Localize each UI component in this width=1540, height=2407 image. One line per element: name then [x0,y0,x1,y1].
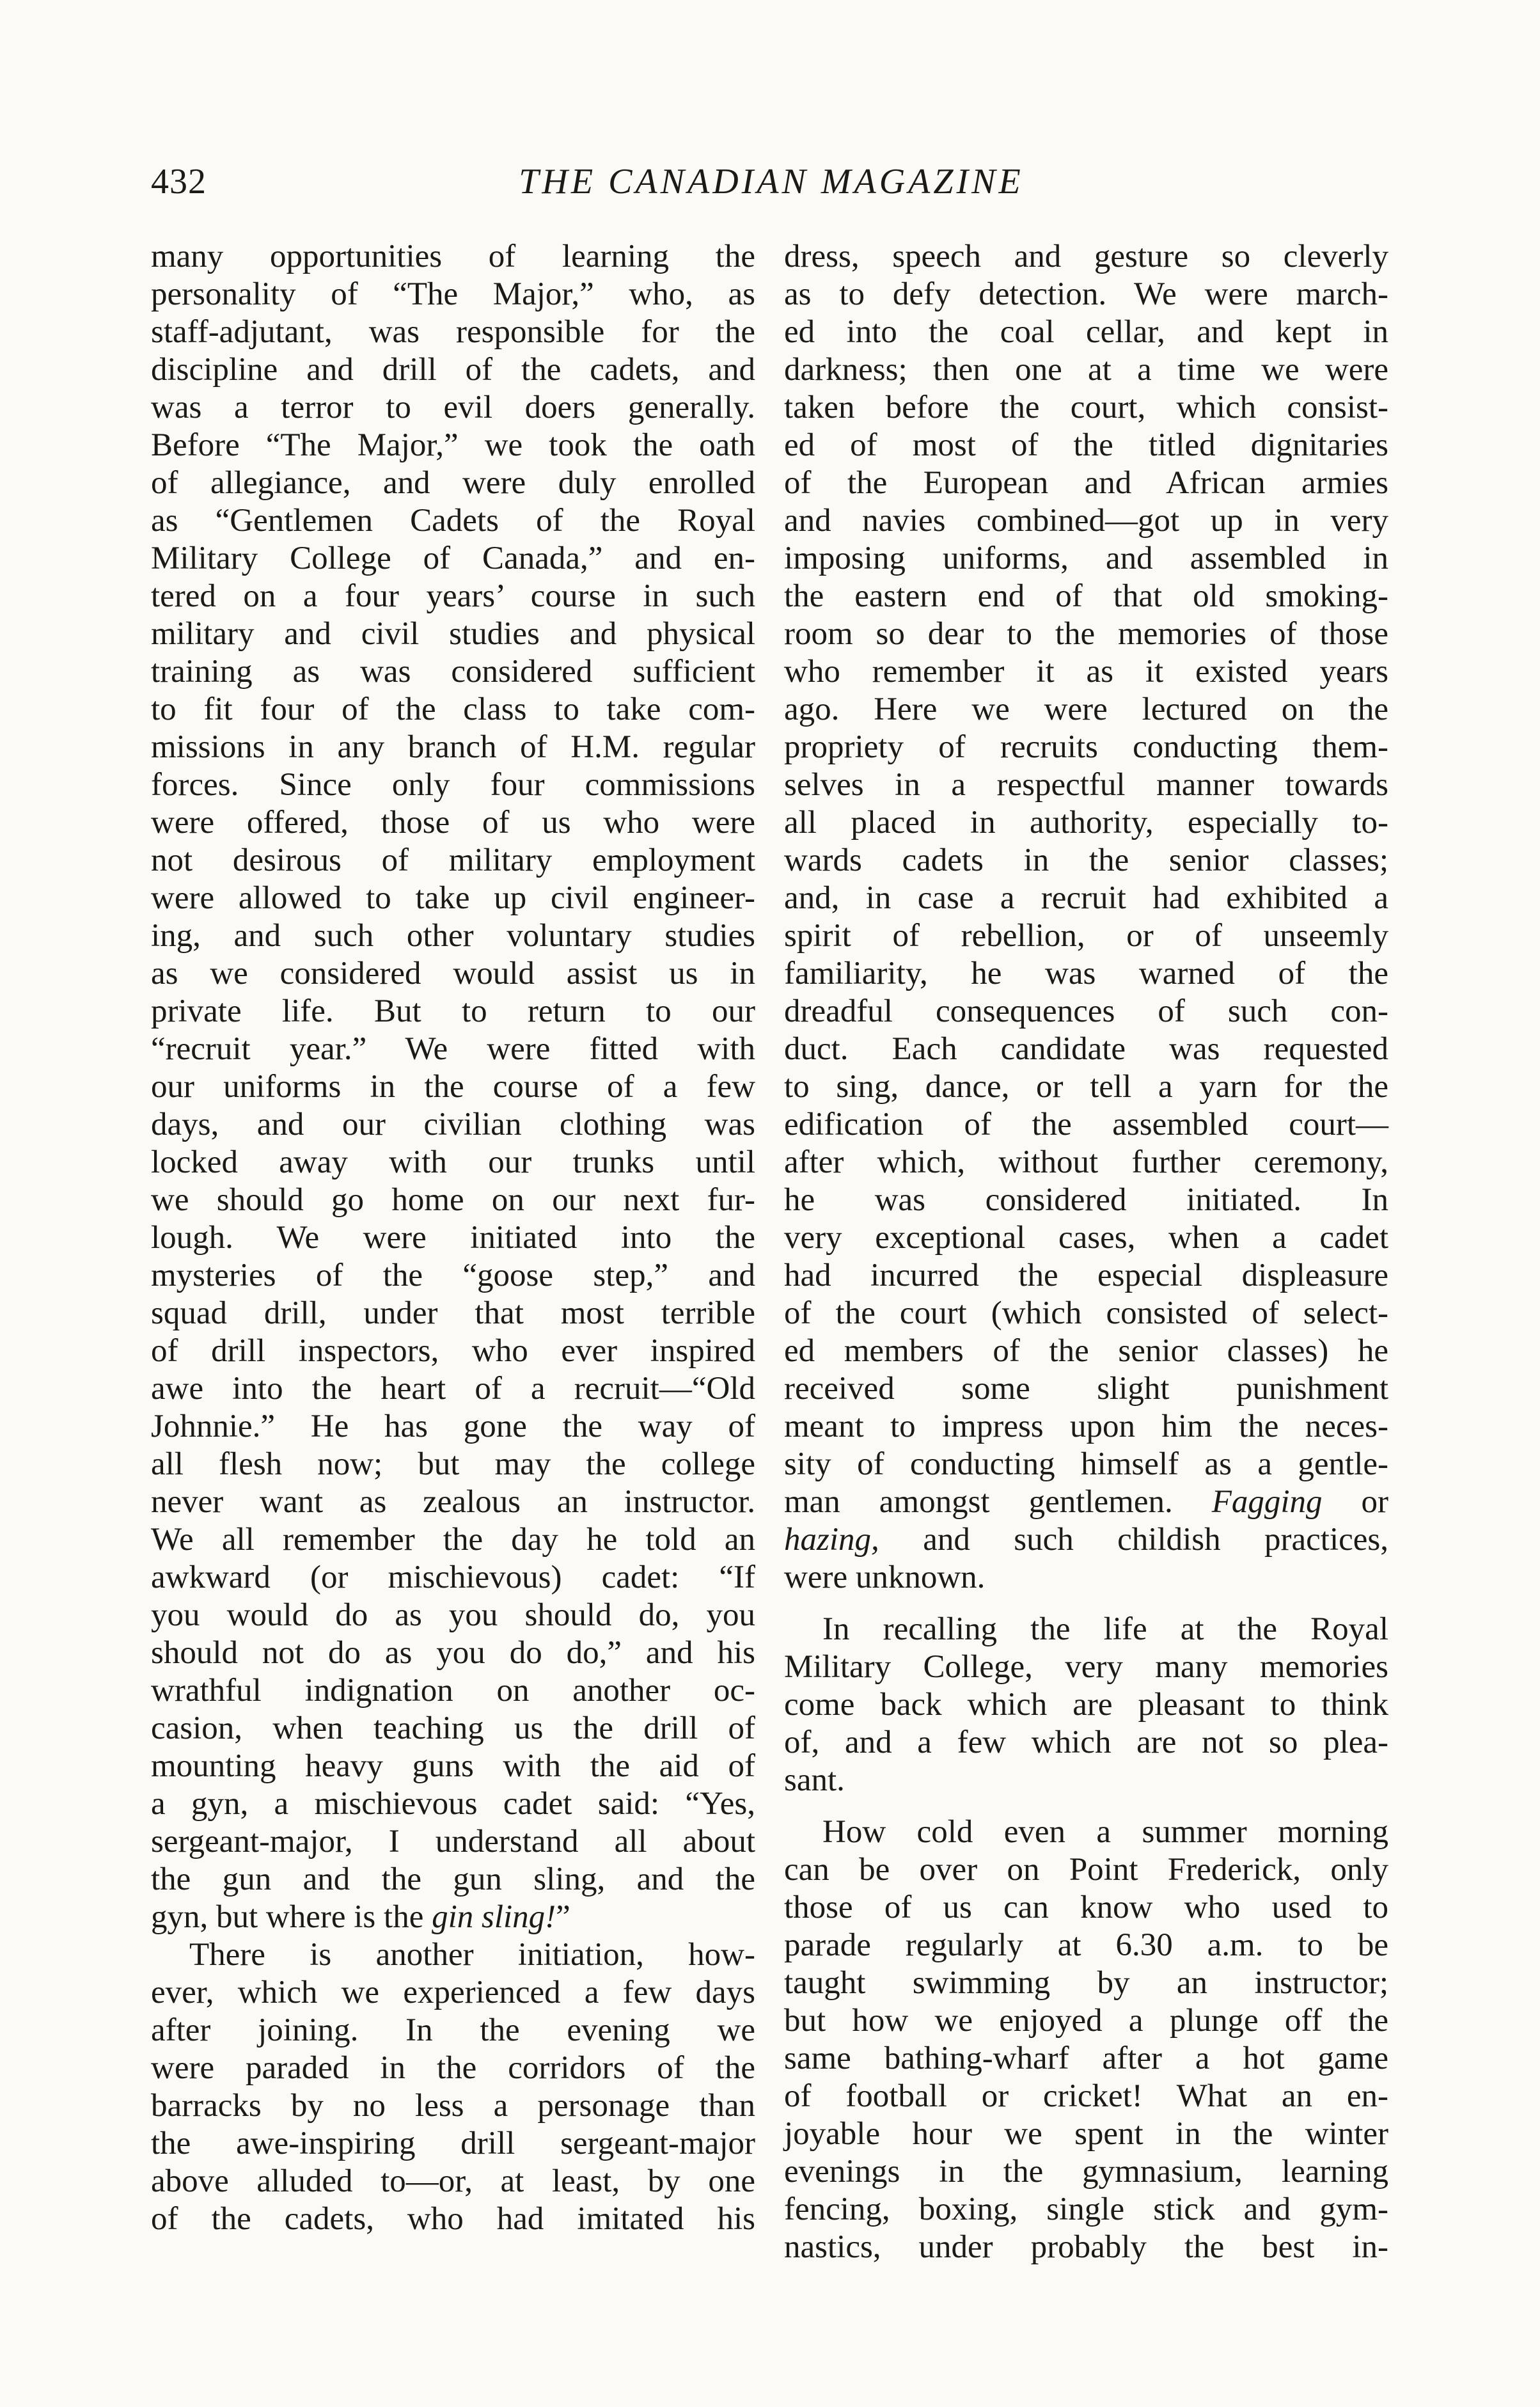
text-line: of football or cricket! What an en- [784,2078,1388,2114]
text-line: of drill inspectors, who ever inspired [151,1333,755,1369]
text-line: room so dear to the memories of those [784,616,1388,652]
text-line: of the court (which consisted of select- [784,1295,1388,1331]
text-line: the awe-inspiring drill sergeant-major [151,2126,755,2161]
text-line [784,1483,1388,1521]
text-line: mounting heavy guns with the aid of [151,1748,755,1784]
text-line: ed into the coal cellar, and kept in [784,314,1388,350]
text-line: training as was considered sufficient [151,654,755,690]
text-line: as “Gentlemen Cadets of the Royal [151,503,755,539]
text-line: spirit of rebellion, or of unseemly [784,918,1388,954]
text-line: ing, and such other voluntary studies [151,918,755,954]
text-line: mysteries of the “goose step,” and [151,1258,755,1293]
paragraph-start: There is another initiation, how- [189,1937,755,1973]
text-line: come back which are pleasant to think [784,1687,1388,1723]
text-line: staff-adjutant, was responsible for the [151,314,755,350]
text-line: casion, when teaching us the drill of [151,1710,755,1746]
running-title: THE CANADIAN MAGAZINE [519,162,1024,201]
text-line: imposing uniforms, and assembled in [784,541,1388,576]
text-line: to sing, dance, or tell a yarn for the [784,1069,1388,1105]
text-line: missions in any branch of H.M. regular [151,729,755,765]
text-line: same bathing-wharf after a hot game [784,2040,1388,2076]
text-line: darkness; then one at a time we were [784,352,1388,388]
text-line: propriety of recruits conducting them- [784,729,1388,765]
italic-word: hazing, [784,1522,879,1558]
text-line: fencing, boxing, single stick and gym- [784,2191,1388,2227]
text-line: ago. Here we were lectured on the [784,691,1388,727]
text-line: after which, without further ceremony, [784,1144,1388,1180]
page-header [151,156,1392,214]
text-line: personality of “The Major,” who, as [151,276,755,312]
text-line: ed of most of the titled dignitaries [784,427,1388,463]
text-line: Military College of Canada,” and en- [151,541,755,576]
text-line: should not do as you do do,” and his [151,1635,755,1671]
text-line: military and civil studies and physical [151,616,755,652]
text-line: Before “The Major,” we took the oath [151,427,755,463]
text-line: you would do as you should do, you [151,1597,755,1633]
text-line: of the European and African armies [784,465,1388,501]
text-line: awe into the heart of a recruit—“Old [151,1371,755,1407]
text-line: Military College, very many memories [784,1649,1388,1685]
text-line [784,1521,1388,1559]
text-line: dreadful consequences of such con- [784,993,1388,1029]
text-line: to fit four of the class to take com- [151,691,755,727]
text-line: we should go home on our next fur- [151,1182,755,1218]
text-line: awkward (or mischievous) cadet: “If [151,1559,755,1595]
right-column [784,238,1388,2266]
text-line: can be over on Point Frederick, only [784,1852,1388,1888]
text-line: Johnnie.” He has gone the way of [151,1409,755,1444]
text-line: all flesh now; but may the college [151,1446,755,1482]
text-line: duct. Each candidate was requested [784,1031,1388,1067]
text-line: he was considered initiated. In [784,1182,1388,1218]
text-line: ed members of the senior classes) he [784,1333,1388,1369]
text-line: those of us can know who used to [784,1890,1388,1925]
left-column [151,238,755,2238]
text-line: joyable hour we spent in the winter [784,2116,1388,2152]
text-line: above alluded to—or, at least, by one [151,2163,755,2199]
text-line: very exceptional cases, when a cadet [784,1220,1388,1256]
text-line: the eastern end of that old smoking- [784,578,1388,614]
text-line: were unknown. [784,1559,986,1595]
text-line: nastics, under probably the best in- [784,2229,1388,2265]
text-line: forces. Since only four commissions [151,767,755,803]
text-segment: and such childish practices, [923,1522,1389,1558]
text-line: of allegiance, and were duly enrolled [151,465,755,501]
paragraph-start: How cold even a summer morning [822,1814,1388,1850]
text-line: of the cadets, who had imitated his [151,2201,755,2237]
text-line: “recruit year.” We were fitted with [151,1031,755,1067]
text-line: sergeant-major, I understand all about [151,1824,755,1859]
text-line: a gyn, a mischievous cadet said: “Yes, [151,1786,755,1822]
text-line: of, and a few which are not so plea- [784,1724,1388,1760]
text-line: ever, which we experienced a few days [151,1975,755,2010]
italic-word: Fagging [1211,1484,1323,1520]
text-line: wards cadets in the senior classes; [784,842,1388,878]
text-line: discipline and drill of the cadets, and [151,352,755,388]
paragraph-start: In recalling the life at the Royal [822,1611,1388,1647]
text-line: the gun and the gun sling, and the [151,1861,755,1897]
text-segment: gyn, but where is the [151,1899,424,1935]
text-line: days, and our civilian clothing was [151,1107,755,1142]
text-line: edification of the assembled court— [784,1107,1388,1142]
text-line: received some slight punishment [784,1371,1388,1407]
text-line: taken before the court, which consist- [784,390,1388,425]
text-line: sant. [784,1762,845,1798]
text-line: after joining. In the evening we [151,2012,755,2048]
text-line: were allowed to take up civil engineer- [151,880,755,916]
text-line: were offered, those of us who were [151,805,755,840]
text-line: private life. But to return to our [151,993,755,1029]
text-line: barracks by no less a personage than [151,2088,755,2124]
text-line: as we considered would assist us in [151,956,755,991]
text-line: all placed in authority, especially to- [784,805,1388,840]
text-line: parade regularly at 6.30 a.m. to be [784,1927,1388,1963]
text-line: familiarity, he was warned of the [784,956,1388,991]
text-line: selves in a respectful manner towards [784,767,1388,803]
text-line: but how we enjoyed a plunge off the [784,2003,1388,2039]
text-line: was a terror to evil doers generally. [151,390,755,425]
text-line: tered on a four years’ course in such [151,578,755,614]
text-line: dress, speech and gesture so cleverly [784,239,1388,274]
italic-phrase: gin sling! [432,1899,556,1935]
text-line: and, in case a recruit had exhibited a [784,880,1388,916]
text-line: sity of conducting himself as a gentle- [784,1446,1388,1482]
text-line: and navies combined—got up in very [784,503,1388,539]
text-line [151,1898,755,1936]
text-line: squad drill, under that most terrible [151,1295,755,1331]
text-line: We all remember the day he told an [151,1522,755,1558]
text-line: had incurred the especial displeasure [784,1258,1388,1293]
text-line: not desirous of military employment [151,842,755,878]
page-number: 432 [151,162,207,201]
text-segment: or [1361,1484,1389,1520]
text-line: who remember it as it existed years [784,654,1388,690]
text-segment: man amongst gentlemen. [784,1484,1173,1520]
text-line: taught swimming by an instructor; [784,1965,1388,2001]
text-line: our uniforms in the course of a few [151,1069,755,1105]
text-segment: ” [556,1899,570,1935]
text-line: lough. We were initiated into the [151,1220,755,1256]
text-line: many opportunities of learning the [151,239,755,274]
text-line: evenings in the gymnasium, learning [784,2154,1388,2190]
text-line: never want as zealous an instructor. [151,1484,755,1520]
text-line: as to defy detection. We were march- [784,276,1388,312]
text-line: wrathful indignation on another oc- [151,1673,755,1709]
text-line: were paraded in the corridors of the [151,2050,755,2086]
text-line: locked away with our trunks until [151,1144,755,1180]
text-line: meant to impress upon him the neces- [784,1409,1388,1444]
